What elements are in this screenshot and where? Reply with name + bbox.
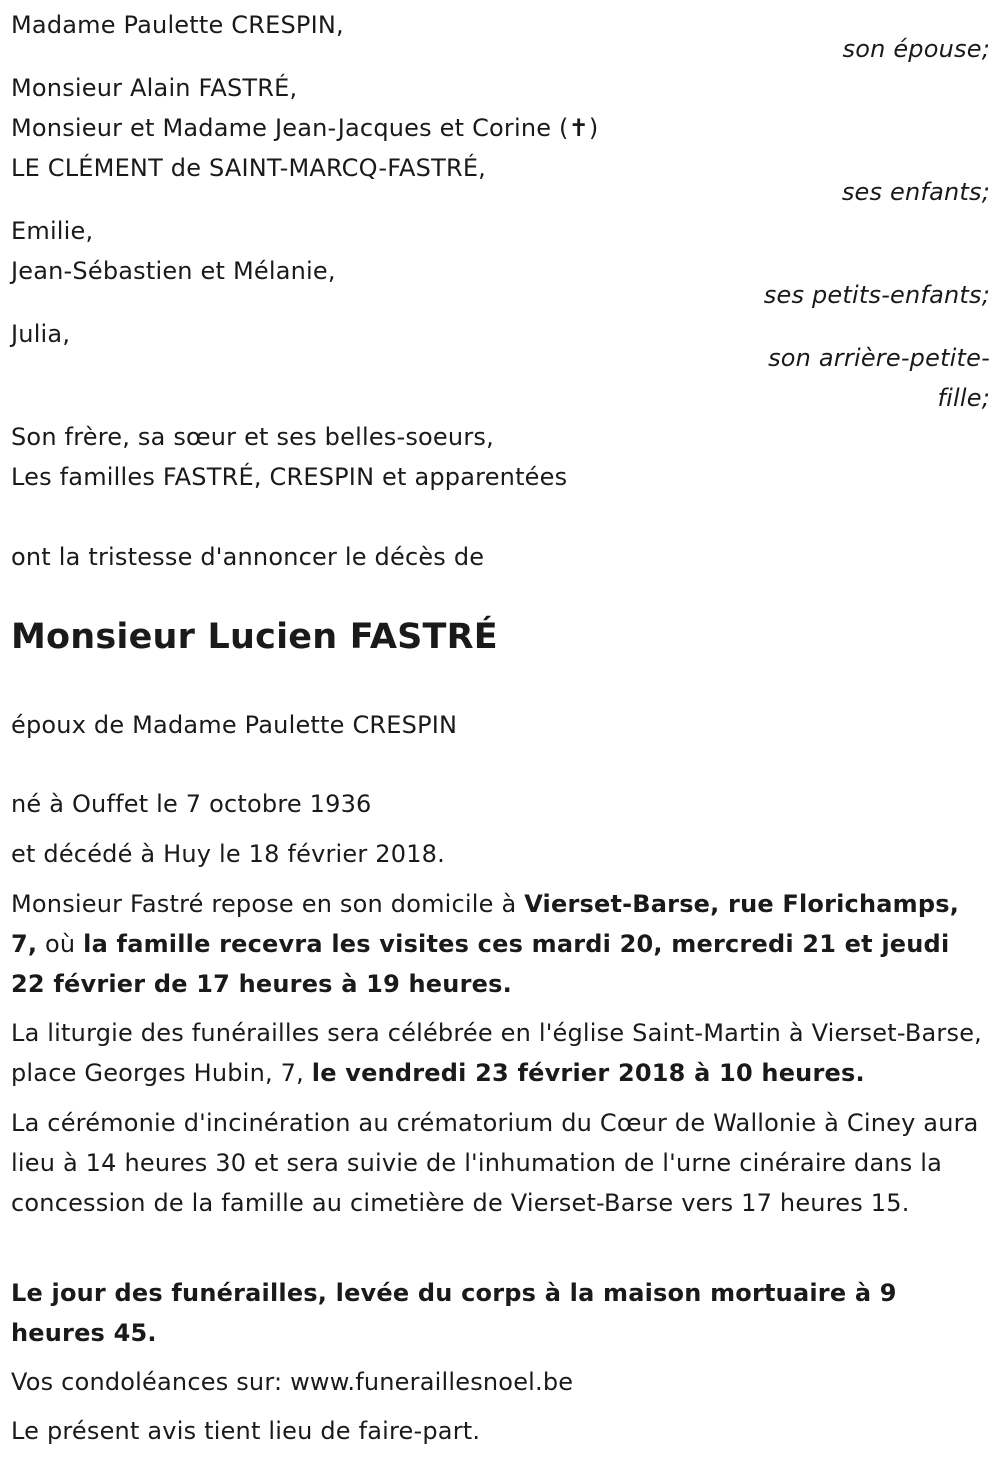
death-line: et décédé à Huy le 18 février 2018. [11, 840, 445, 868]
great-grandchild-name: Julia, [11, 320, 71, 348]
child-name-1: Monsieur Alain FASTRÉ, [11, 74, 298, 102]
spouse-role: son épouse; [842, 35, 990, 63]
announcement-note: Le présent avis tient lieu de faire-part. [11, 1417, 481, 1445]
deceased-name: Monsieur Lucien FASTRÉ [11, 617, 498, 657]
condolences-line: Vos condoléances sur: www.funeraillesnoel.be [11, 1368, 574, 1396]
child-name-2: Monsieur et Madame Jean-Jacques et Corine (✝) [11, 114, 599, 142]
other-family-2: Les familles FASTRÉ, CRESPIN et apparentées [11, 463, 568, 491]
repose-paragraph [11, 884, 986, 1004]
spouse-name: Madame Paulette CRESPIN, [11, 11, 344, 39]
children-role: ses enfants; [841, 178, 990, 206]
announcement-text: ont la tristesse d'annoncer le décès de [11, 543, 485, 571]
repose-address: Vierset-Barse, rue Florichamps, 7, [11, 890, 960, 958]
grandchildren-role: ses petits-enfants; [763, 281, 990, 309]
liturgy-date: le vendredi 23 février 2018 à 10 heures. [311, 1059, 865, 1087]
repose-text-2: où [37, 930, 84, 958]
liturgy-paragraph [11, 1013, 986, 1093]
grandchild-name-2: Jean-Sébastien et Mélanie, [11, 257, 336, 285]
deceased-spouse-line: époux de Madame Paulette CRESPIN [11, 711, 458, 739]
great-grandchild-role-line2: fille; [937, 384, 990, 412]
cremation-paragraph: La cérémonie d'incinération au crématorium du Cœur de Wallonie à Ciney aura lieu à 14 heures 30 et sera suivie de l'inhumation de l'urne cinéraire dans la concession de la famille au cimetière de Vierset-Barse vers 17 heures 15. [11, 1109, 979, 1217]
liturgy-text: La liturgie des funérailles sera célébrée en l'église Saint-Martin à Vierset-Barse, place Georges Hubin, 7, [11, 1019, 982, 1087]
departure-paragraph: Le jour des funérailles, levée du corps à la maison mortuaire à 9 heures 45. [11, 1279, 897, 1347]
child-name-3: LE CLÉMENT de SAINT-MARCQ-FASTRÉ, [11, 154, 487, 182]
repose-visits: la famille recevra les visites ces mardi 20, mercredi 21 et jeudi 22 février de 17 heures à 19 heures. [11, 930, 950, 998]
grandchild-name-1: Emilie, [11, 217, 94, 245]
other-family-1: Son frère, sa sœur et ses belles-soeurs, [11, 423, 494, 451]
repose-text-1: Monsieur Fastré repose en son domicile à [11, 890, 525, 918]
birth-line: né à Ouffet le 7 octobre 1936 [11, 790, 372, 818]
great-grandchild-role-line1: son arrière-petite- [768, 344, 990, 372]
